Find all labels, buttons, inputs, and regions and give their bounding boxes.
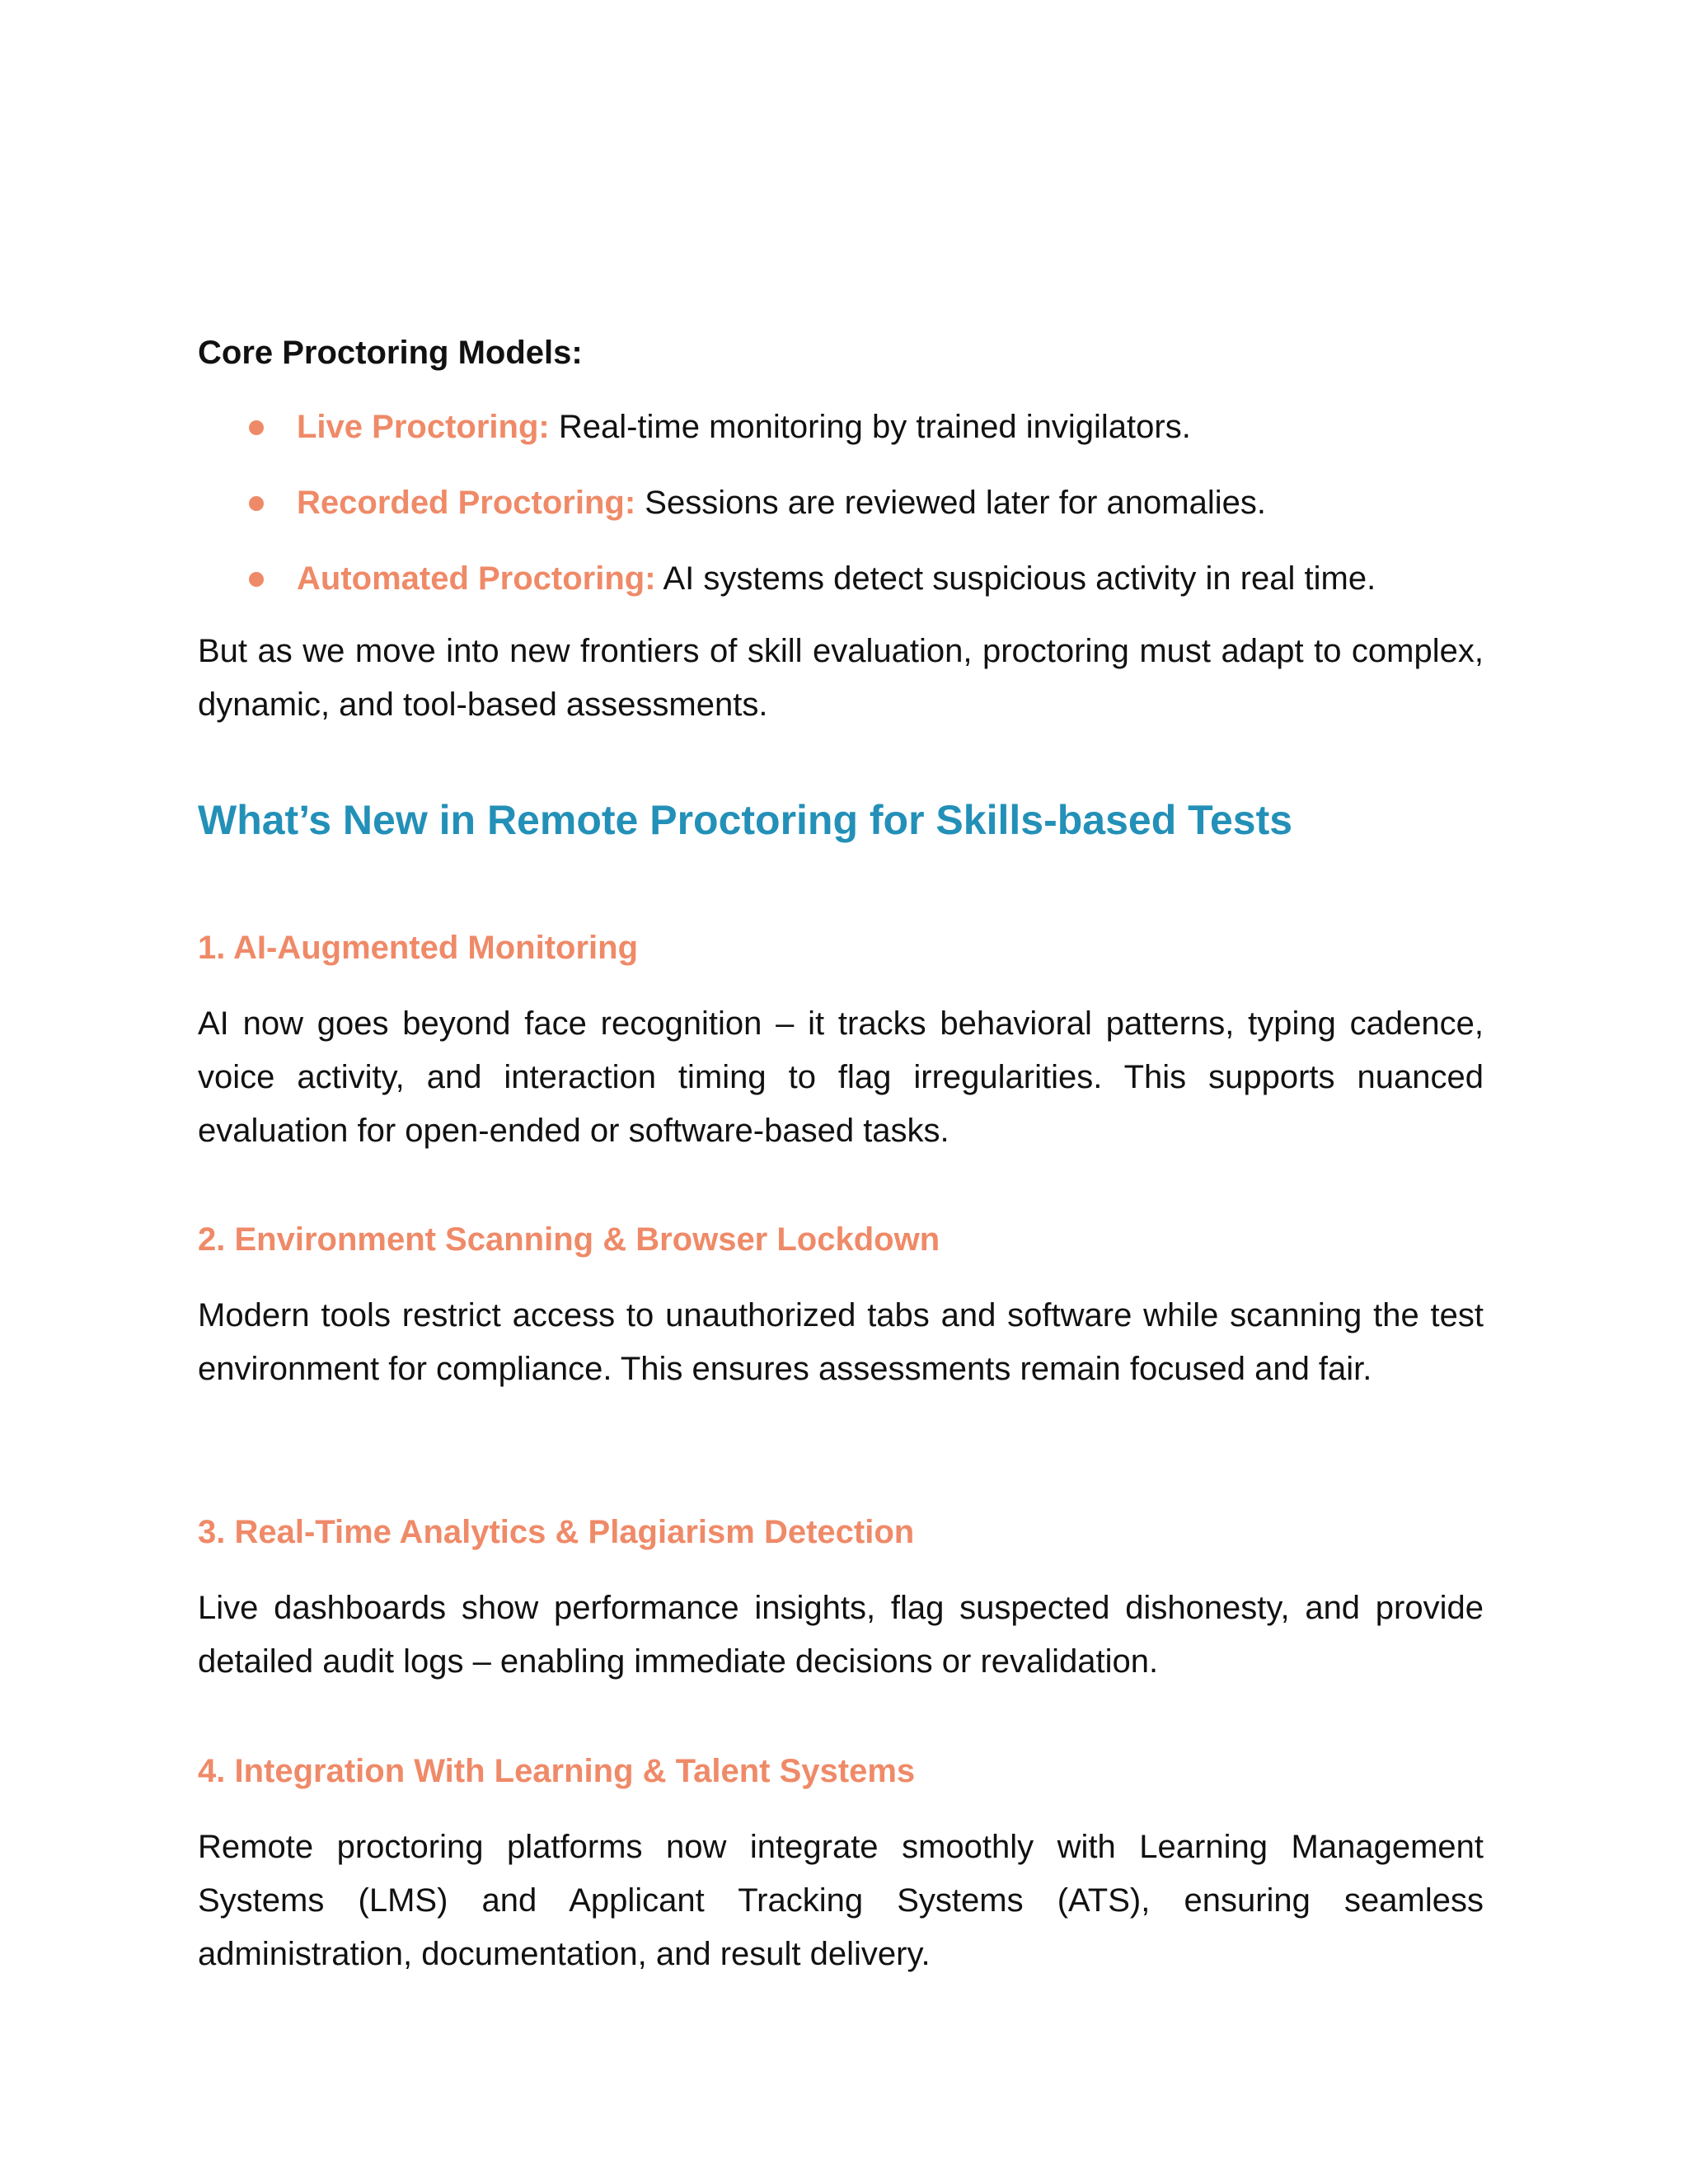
core-models-closing-paragraph: But as we move into new frontiers of skill evaluation, proctoring must adapt to complex, dynamic, and tool-based assessments.: [198, 633, 1484, 723]
bullet-text: Sessions are reviewed later for anomalies.: [645, 485, 1266, 521]
subsection-heading-analytics: 3. Real-Time Analytics & Plagiarism Detection: [198, 1514, 915, 1550]
list-item: [198, 404, 1484, 480]
bullet-text: AI systems detect suspicious activity in real time.: [663, 560, 1376, 597]
bullet-text: Real-time monitoring by trained invigilators.: [558, 409, 1191, 445]
subsection-heading-ai-monitoring: 1. AI-Augmented Monitoring: [198, 930, 639, 966]
bullet-dot-icon: [249, 420, 264, 435]
subsection-body-analytics: Live dashboards show performance insights, flag suspected dishonesty, and provide detailed audit logs – enabling immediate decisions or revalidation.: [198, 1590, 1484, 1680]
core-models-list: [198, 404, 1484, 631]
subsection-body-integration: Remote proctoring platforms now integrate smoothly with Learning Management Systems (LMS) and Applicant Tracking Systems (ATS), ensuring seamless administration, documentation, and result delivery.: [198, 1829, 1484, 1972]
list-item: [198, 555, 1484, 631]
bullet-label: Live Proctoring:: [297, 409, 550, 445]
bullet-dot-icon: [249, 572, 264, 587]
subsection-body-ai-monitoring: AI now goes beyond face recognition – it tracks behavioral patterns, typing cadence, voice activity, and interaction timing to flag irregularities. This supports nuanced evaluation for open-ended or software-based tasks.: [198, 1005, 1484, 1149]
core-models-title: Core Proctoring Models:: [198, 335, 583, 371]
subsection-body-environment-scanning: Modern tools restrict access to unauthorized tabs and software while scanning the test environment for compliance. This ensures assessments remain focused and fair.: [198, 1297, 1484, 1387]
bullet-dot-icon: [249, 496, 264, 511]
subsection-heading-environment-scanning: 2. Environment Scanning & Browser Lockdown: [198, 1221, 940, 1258]
bullet-label: Recorded Proctoring:: [297, 485, 636, 521]
list-item: [198, 480, 1484, 555]
section-heading: What’s New in Remote Proctoring for Skills-based Tests: [198, 797, 1293, 843]
bullet-label: Automated Proctoring:: [297, 560, 656, 597]
subsection-heading-integration: 4. Integration With Learning & Talent Systems: [198, 1753, 916, 1789]
